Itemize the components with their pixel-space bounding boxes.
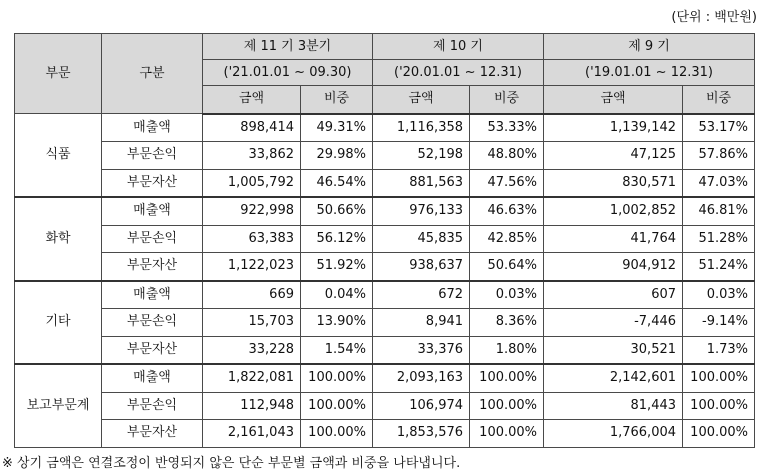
- amount-cell: 112,948: [203, 392, 301, 420]
- row-item: 부문자산: [102, 253, 203, 281]
- header-period-range: ('21.01.01 ~ 09.30): [203, 60, 373, 86]
- row-item: 매출액: [102, 281, 203, 309]
- ratio-cell: 57.86%: [683, 142, 755, 170]
- amount-cell: 2,142,601: [544, 364, 683, 392]
- amount-cell: 33,228: [203, 336, 301, 364]
- segment-name: 기타: [15, 281, 102, 365]
- ratio-cell: 0.04%: [301, 281, 373, 309]
- amount-cell: 1,766,004: [544, 420, 683, 448]
- table-row: [15, 336, 755, 364]
- ratio-cell: 100.00%: [683, 364, 755, 392]
- amount-cell: 81,443: [544, 392, 683, 420]
- amount-cell: 15,703: [203, 309, 301, 337]
- amount-cell: 830,571: [544, 169, 683, 197]
- row-item: 부문자산: [102, 169, 203, 197]
- amount-cell: 1,139,142: [544, 114, 683, 142]
- amount-cell: 938,637: [373, 253, 470, 281]
- amount-cell: 1,853,576: [373, 420, 470, 448]
- ratio-cell: 46.54%: [301, 169, 373, 197]
- ratio-cell: 46.63%: [470, 197, 544, 225]
- ratio-cell: 100.00%: [301, 364, 373, 392]
- amount-cell: 106,974: [373, 392, 470, 420]
- ratio-cell: 51.92%: [301, 253, 373, 281]
- segment-name: 보고부문계: [15, 364, 102, 447]
- table-body: [15, 114, 755, 448]
- header-period-range: ('20.01.01 ~ 12.31): [373, 60, 544, 86]
- amount-cell: 45,835: [373, 225, 470, 253]
- header-ratio: 비중: [470, 86, 544, 114]
- unit-label: (단위 : 백만원): [671, 10, 757, 25]
- row-item: 부문손익: [102, 392, 203, 420]
- ratio-cell: 100.00%: [470, 420, 544, 448]
- segment-table: [14, 33, 755, 448]
- row-item: 부문자산: [102, 336, 203, 364]
- ratio-cell: 51.24%: [683, 253, 755, 281]
- header-period-title: 제 9 기: [544, 34, 755, 60]
- ratio-cell: 53.33%: [470, 114, 544, 142]
- row-item: 부문손익: [102, 225, 203, 253]
- amount-cell: 2,093,163: [373, 364, 470, 392]
- amount-cell: 1,116,358: [373, 114, 470, 142]
- table-row: [15, 142, 755, 170]
- row-item: 부문자산: [102, 420, 203, 448]
- table-row: [15, 420, 755, 448]
- amount-cell: 672: [373, 281, 470, 309]
- amount-cell: 33,862: [203, 142, 301, 170]
- amount-cell: 898,414: [203, 114, 301, 142]
- amount-cell: 904,912: [544, 253, 683, 281]
- ratio-cell: 50.66%: [301, 197, 373, 225]
- header-segment: 부문: [15, 34, 102, 114]
- amount-cell: 976,133: [373, 197, 470, 225]
- amount-cell: 33,376: [373, 336, 470, 364]
- amount-cell: 881,563: [373, 169, 470, 197]
- ratio-cell: 1.80%: [470, 336, 544, 364]
- amount-cell: 1,002,852: [544, 197, 683, 225]
- ratio-cell: 100.00%: [683, 420, 755, 448]
- ratio-cell: 47.03%: [683, 169, 755, 197]
- header-ratio: 비중: [683, 86, 755, 114]
- ratio-cell: 8.36%: [470, 309, 544, 337]
- ratio-cell: 47.56%: [470, 169, 544, 197]
- ratio-cell: 42.85%: [470, 225, 544, 253]
- ratio-cell: 0.03%: [470, 281, 544, 309]
- ratio-cell: 29.98%: [301, 142, 373, 170]
- row-item: 매출액: [102, 364, 203, 392]
- segment-name: 화학: [15, 197, 102, 281]
- amount-cell: 47,125: [544, 142, 683, 170]
- amount-cell: 1,122,023: [203, 253, 301, 281]
- amount-cell: 30,521: [544, 336, 683, 364]
- ratio-cell: 13.90%: [301, 309, 373, 337]
- amount-cell: -7,446: [544, 309, 683, 337]
- amount-cell: 669: [203, 281, 301, 309]
- amount-cell: 2,161,043: [203, 420, 301, 448]
- amount-cell: 8,941: [373, 309, 470, 337]
- ratio-cell: 100.00%: [683, 392, 755, 420]
- amount-cell: 41,764: [544, 225, 683, 253]
- table-row: [15, 225, 755, 253]
- ratio-cell: 0.03%: [683, 281, 755, 309]
- ratio-cell: -9.14%: [683, 309, 755, 337]
- footnote: ※ 상기 금액은 연결조정이 반영되지 않은 단순 부문별 금액과 비중을 나타냅니다.: [2, 456, 461, 471]
- segment-name: 식품: [15, 114, 102, 198]
- table-header: [15, 34, 755, 114]
- table-row: [15, 281, 755, 309]
- row-item: 매출액: [102, 197, 203, 225]
- row-item: 부문손익: [102, 142, 203, 170]
- ratio-cell: 1.73%: [683, 336, 755, 364]
- table-row: [15, 364, 755, 392]
- header-period-title: 제 11 기 3분기: [203, 34, 373, 60]
- ratio-cell: 53.17%: [683, 114, 755, 142]
- ratio-cell: 46.81%: [683, 197, 755, 225]
- amount-cell: 1,822,081: [203, 364, 301, 392]
- ratio-cell: 100.00%: [301, 420, 373, 448]
- ratio-cell: 1.54%: [301, 336, 373, 364]
- amount-cell: 607: [544, 281, 683, 309]
- table-row: [15, 197, 755, 225]
- ratio-cell: 50.64%: [470, 253, 544, 281]
- header-period-range: ('19.01.01 ~ 12.31): [544, 60, 755, 86]
- ratio-cell: 48.80%: [470, 142, 544, 170]
- row-item: 부문손익: [102, 309, 203, 337]
- ratio-cell: 49.31%: [301, 114, 373, 142]
- amount-cell: 52,198: [373, 142, 470, 170]
- table-row: [15, 309, 755, 337]
- ratio-cell: 100.00%: [470, 392, 544, 420]
- table-row: [15, 253, 755, 281]
- header-period-title: 제 10 기: [373, 34, 544, 60]
- header-ratio: 비중: [301, 86, 373, 114]
- table-row: [15, 114, 755, 142]
- table-row: [15, 392, 755, 420]
- amount-cell: 922,998: [203, 197, 301, 225]
- header-amount: 금액: [544, 86, 683, 114]
- ratio-cell: 100.00%: [470, 364, 544, 392]
- header-amount: 금액: [203, 86, 301, 114]
- amount-cell: 1,005,792: [203, 169, 301, 197]
- ratio-cell: 100.00%: [301, 392, 373, 420]
- table-row: [15, 169, 755, 197]
- ratio-cell: 56.12%: [301, 225, 373, 253]
- amount-cell: 63,383: [203, 225, 301, 253]
- header-category: 구분: [102, 34, 203, 114]
- row-item: 매출액: [102, 114, 203, 142]
- ratio-cell: 51.28%: [683, 225, 755, 253]
- header-amount: 금액: [373, 86, 470, 114]
